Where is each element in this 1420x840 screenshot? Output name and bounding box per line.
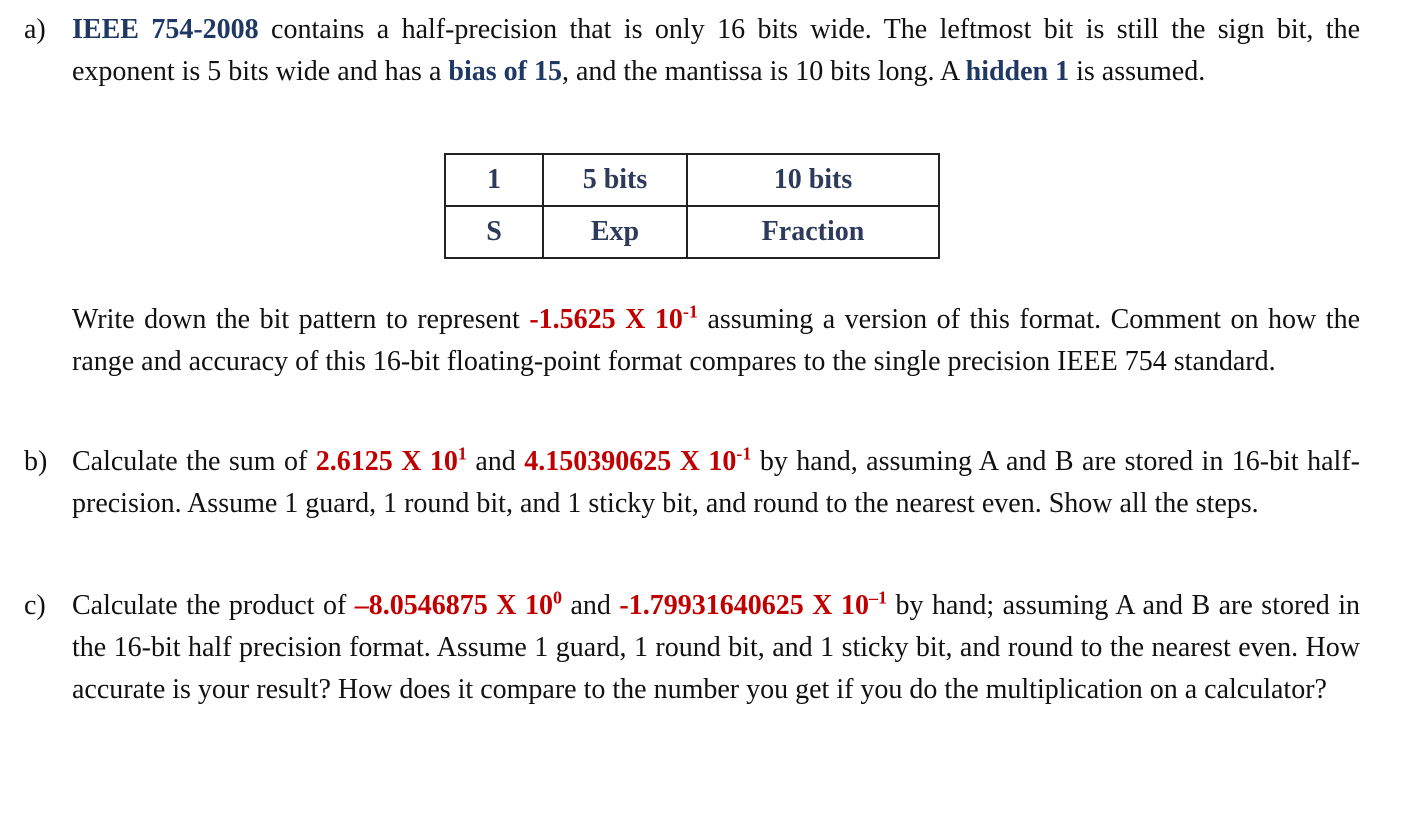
multiplicand-base: –8.0546875 X 10 bbox=[354, 590, 553, 621]
value-to-represent bbox=[529, 301, 698, 335]
question-c-text-2: and bbox=[561, 590, 620, 621]
standard-name: IEEE 754-2008 bbox=[72, 14, 259, 45]
question-a-text-1: contains a half-precision that is only 16 bits wide. The leftmost bit is still the sign bit, the exponent is 5 bits wide and has a bbox=[72, 14, 1361, 87]
question-b-label: b) bbox=[24, 446, 48, 477]
bit-width-row bbox=[445, 154, 939, 206]
question-c-text bbox=[72, 585, 1360, 711]
multiplier-base: -1.79931640625 X 10 bbox=[619, 590, 869, 621]
exponent-width-cell: 5 bits bbox=[543, 154, 687, 206]
operand-a-base: 2.6125 X 10 bbox=[315, 446, 458, 477]
exponent-field-cell: Exp bbox=[543, 206, 687, 258]
value-exponent: -1 bbox=[682, 301, 698, 322]
fraction-field-cell: Fraction bbox=[687, 206, 939, 258]
question-a bbox=[24, 9, 1360, 93]
question-a-label: a) bbox=[24, 14, 46, 45]
question-b-text-1: Calculate the sum of bbox=[72, 446, 316, 477]
question-b bbox=[24, 441, 1360, 525]
operand-b bbox=[524, 443, 752, 477]
operand-b-exponent: -1 bbox=[736, 443, 752, 464]
operand-a-exponent: 1 bbox=[457, 443, 467, 464]
operand-b-base: 4.150390625 X 10 bbox=[524, 446, 737, 477]
question-a-part2 bbox=[24, 299, 1360, 383]
multiplier bbox=[619, 587, 887, 621]
field-name-row bbox=[445, 206, 939, 258]
question-c bbox=[24, 585, 1360, 711]
question-b-text bbox=[72, 441, 1360, 525]
bias-term: bias of 15 bbox=[448, 56, 562, 87]
question-a-text-2: , and the mantissa is 10 bits long. A bbox=[561, 56, 966, 87]
sign-field-cell: S bbox=[445, 206, 543, 258]
question-a-text-3: is assumed. bbox=[1069, 56, 1206, 87]
hidden-one-term: hidden 1 bbox=[965, 56, 1070, 87]
question-c-label: c) bbox=[24, 590, 46, 621]
question-a-write-text bbox=[72, 299, 1360, 383]
operand-a bbox=[315, 443, 467, 477]
question-b-text-3: by hand, assuming A and B are stored in 16-bit half-precision. Assume 1 guard, 1 round bit, and 1 sticky bit, and round to the nearest even. Show all the steps. bbox=[72, 446, 1360, 519]
multiplicand bbox=[354, 587, 562, 621]
question-b-text-2: and bbox=[466, 446, 525, 477]
question-c-text-1: Calculate the product of bbox=[72, 590, 355, 621]
question-c-text-3: by hand; assuming A and B are stored in the 16-bit half precision format. Assume 1 guard, 1 round bit, and 1 sticky bit, and round to the nearest even. How accurate is your result? How does it compare to the number you get if you do the multiplication on a calculator? bbox=[72, 590, 1361, 705]
half-precision-format-table bbox=[444, 153, 940, 259]
question-a-text bbox=[72, 9, 1360, 93]
multiplier-exponent: –1 bbox=[868, 587, 887, 608]
value-base: -1.5625 X 10 bbox=[529, 304, 683, 335]
question-a-write-2: assuming a version of this format. Comment on how the range and accuracy of this 16-bit floating-point format compares to the single precision IEEE 754 standard. bbox=[72, 304, 1360, 377]
fraction-width-cell: 10 bits bbox=[687, 154, 939, 206]
question-a-write-1: Write down the bit pattern to represent bbox=[72, 304, 530, 335]
multiplicand-exponent: 0 bbox=[552, 587, 562, 608]
sign-width-cell: 1 bbox=[445, 154, 543, 206]
